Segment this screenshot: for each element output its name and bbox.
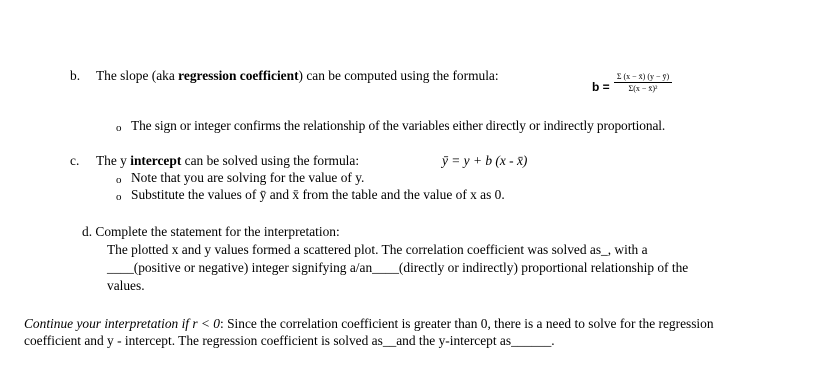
section-b-text-before: The slope (aka	[96, 68, 179, 83]
section-c-bullet-marker-1: o	[116, 174, 122, 186]
continue-rest: : Since the correlation coefficient is greater than 0, there is a need to solve for the regression	[220, 316, 714, 331]
section-d-line-2: ____(positive or negative) integer signifying a/an____(directly or indirectly) proportional relationship of the	[107, 260, 689, 275]
section-c-text-bold: intercept	[130, 153, 182, 168]
section-b-label: b.	[70, 68, 81, 83]
slope-formula-numerator: Σ (x − x̄) (y − ȳ)	[616, 72, 670, 81]
section-c-text	[96, 153, 359, 169]
section-b-text	[96, 68, 499, 84]
section-c-bullet-marker-2: o	[116, 191, 122, 203]
section-d-line-1: The plotted x and y values formed a scattered plot. The correlation coefficient was solved as_, with a	[107, 242, 648, 257]
section-c-text-after: can be solved using the formula:	[181, 153, 360, 168]
section-b-bullet-marker: o	[116, 122, 122, 134]
section-c-label: c.	[70, 153, 80, 168]
continue-italic: Continue your interpretation if r < 0	[24, 316, 221, 331]
section-b-text-after: ) can be computed using the formula:	[298, 68, 499, 83]
continue-line-1	[24, 316, 714, 332]
section-c-bullet-text-1: Note that you are solving for the value of y.	[131, 170, 365, 185]
section-d-line-3: values.	[107, 278, 145, 293]
fraction-bar	[614, 82, 672, 83]
continue-line-2: coefficient and y - intercept. The regression coefficient is solved as__and the y-intercept as______.	[24, 333, 555, 348]
section-b-text-bold: regression coefficient	[178, 68, 299, 83]
section-c-bullet-text-2: Substitute the values of ȳ and x̄ from the table and the value of x as 0.	[131, 187, 505, 202]
intercept-formula: ȳ = y + b (x - x̄)	[442, 153, 528, 168]
section-c-text-before: The y	[96, 153, 131, 168]
slope-formula-lhs: b =	[592, 80, 610, 94]
slope-formula-denominator: Σ(x − x̄)²	[628, 84, 658, 93]
section-d-heading: d. Complete the statement for the interpretation:	[82, 224, 340, 239]
slope-formula-fraction	[614, 72, 672, 93]
section-b-bullet-text: The sign or integer confirms the relationship of the variables either directly or indirectly proportional.	[131, 118, 666, 133]
